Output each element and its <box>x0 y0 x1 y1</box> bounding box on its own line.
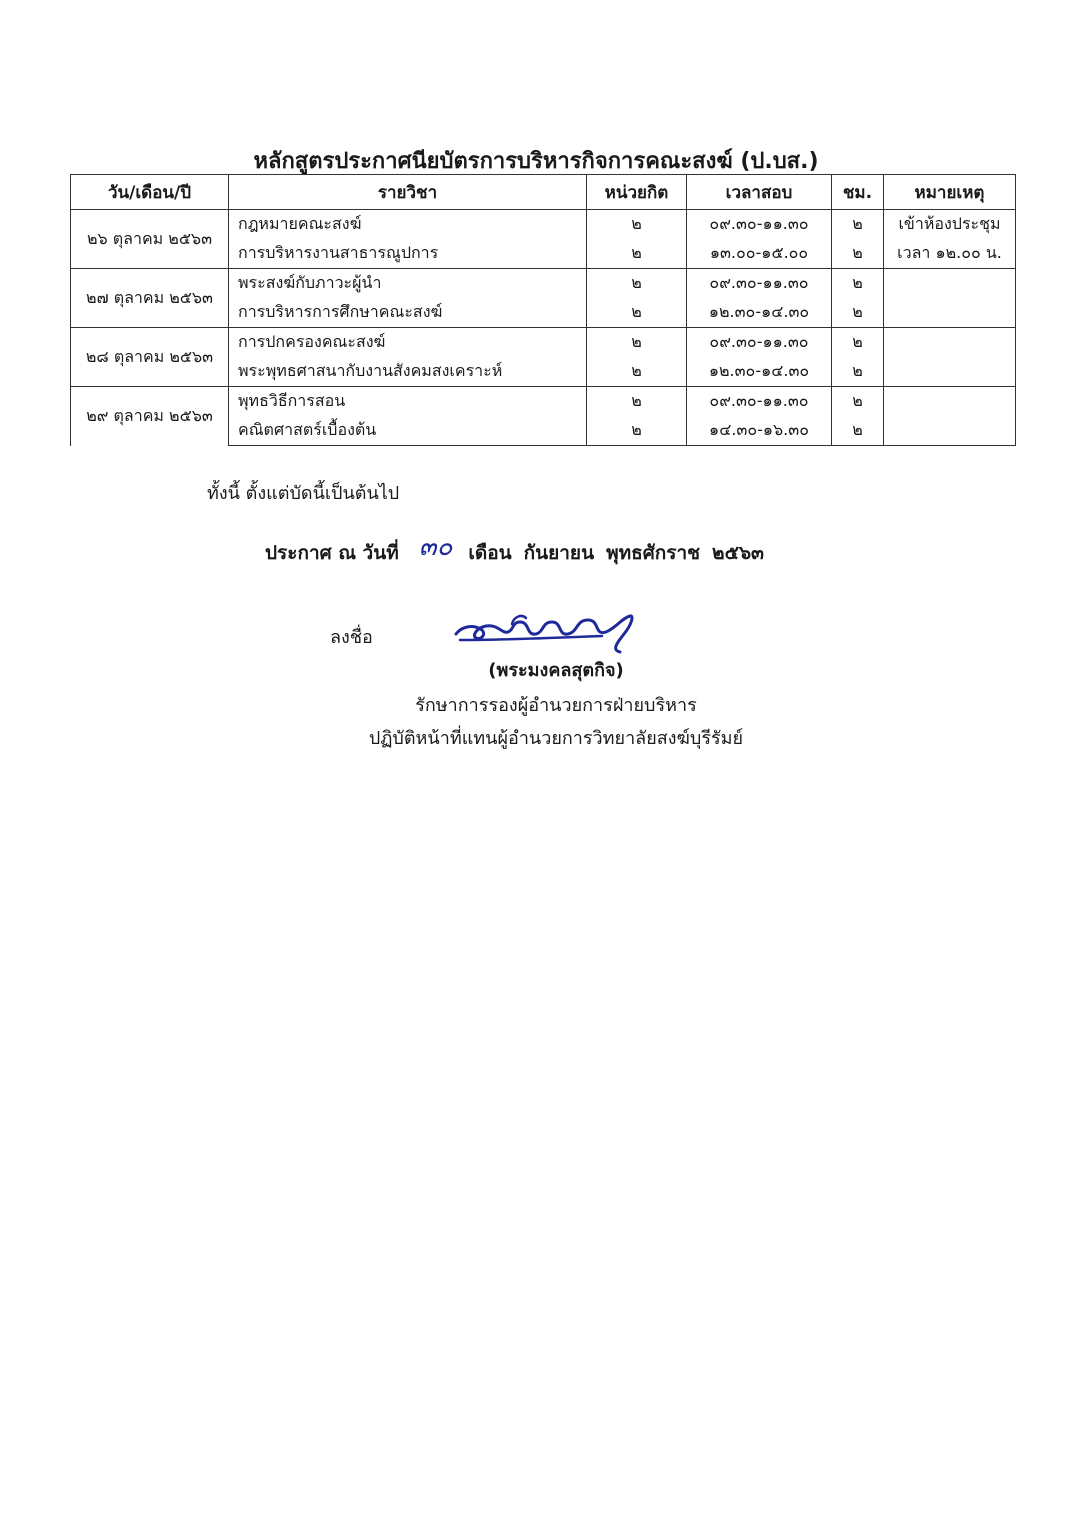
table-row <box>71 269 1016 299</box>
time-cell: ๑๒.๓๐-๑๔.๓๐ <box>687 357 832 387</box>
header-subject: รายวิชา <box>229 175 587 210</box>
remark-cell <box>884 298 1016 328</box>
month-value: กันยายน <box>523 542 595 564</box>
subject-cell: การบริหารการศึกษาคณะสงฆ์ <box>229 298 587 328</box>
hours-cell: ๒ <box>832 210 884 240</box>
signer-position-line-1: รักษาการรองผู้อำนวยการฝ่ายบริหาร <box>415 695 697 716</box>
month-label: เดือน <box>468 542 512 564</box>
remark-cell <box>884 328 1016 358</box>
hours-cell: ๒ <box>832 328 884 358</box>
remark-cell: เข้าห้องประชุม <box>884 210 1016 240</box>
hours-cell: ๒ <box>832 298 884 328</box>
announcement-prefix: ประกาศ ณ วันที่ <box>265 542 399 564</box>
time-cell: ๐๙.๓๐-๑๑.๓๐ <box>687 269 832 299</box>
exam-schedule-table <box>70 174 1016 446</box>
header-remark: หมายเหตุ <box>884 175 1016 210</box>
credits-cell: ๒ <box>587 357 687 387</box>
hours-cell: ๒ <box>832 416 884 446</box>
subject-cell: พระพุทธศาสนากับงานสังคมสงเคราะห์ <box>229 357 587 387</box>
credits-cell: ๒ <box>587 416 687 446</box>
announcement-date-line <box>265 530 776 571</box>
time-cell: ๐๙.๓๐-๑๑.๓๐ <box>687 210 832 240</box>
handwritten-day: ๓๐ <box>418 532 453 562</box>
handwritten-signature <box>452 610 637 660</box>
time-cell: ๑๓.๐๐-๑๕.๐๐ <box>687 239 832 269</box>
table-header-row <box>71 175 1016 210</box>
date-cell: ๒๗ ตุลาคม ๒๕๖๓ <box>71 269 229 328</box>
credits-cell: ๒ <box>587 269 687 299</box>
hours-cell: ๒ <box>832 239 884 269</box>
hours-cell: ๒ <box>832 269 884 299</box>
credits-cell: ๒ <box>587 328 687 358</box>
subject-cell: กฎหมายคณะสงฆ์ <box>229 210 587 240</box>
credits-cell: ๒ <box>587 239 687 269</box>
remark-cell <box>884 269 1016 299</box>
remark-cell <box>884 357 1016 387</box>
subject-cell: พระสงฆ์กับภาวะผู้นำ <box>229 269 587 299</box>
time-cell: ๑๔.๓๐-๑๖.๓๐ <box>687 416 832 446</box>
subject-cell: คณิตศาสตร์เบื้องต้น <box>229 416 587 446</box>
credits-cell: ๒ <box>587 210 687 240</box>
signer-name: (พระมงคลสุตกิจ) <box>488 660 624 681</box>
credits-cell: ๒ <box>587 387 687 417</box>
remark-cell <box>884 387 1016 417</box>
hours-cell: ๒ <box>832 387 884 417</box>
header-date: วัน/เดือน/ปี <box>71 175 229 210</box>
header-hours: ชม. <box>832 175 884 210</box>
signature-label: ลงชื่อ <box>330 627 373 648</box>
table-row <box>71 387 1016 417</box>
subject-cell: การปกครองคณะสงฆ์ <box>229 328 587 358</box>
effective-statement: ทั้งนี้ ตั้งแต่บัดนี้เป็นต้นไป <box>207 483 400 504</box>
time-cell: ๑๒.๓๐-๑๔.๓๐ <box>687 298 832 328</box>
time-cell: ๐๙.๓๐-๑๑.๓๐ <box>687 328 832 358</box>
table-row <box>71 328 1016 358</box>
year-label: พุทธศักราช <box>606 542 701 564</box>
credits-cell: ๒ <box>587 298 687 328</box>
date-cell: ๒๖ ตุลาคม ๒๕๖๓ <box>71 210 229 269</box>
remark-cell <box>884 416 1016 446</box>
hours-cell: ๒ <box>832 357 884 387</box>
subject-cell: การบริหารงานสาธารณูปการ <box>229 239 587 269</box>
table-row <box>71 210 1016 240</box>
subject-cell: พุทธวิธีการสอน <box>229 387 587 417</box>
time-cell: ๐๙.๓๐-๑๑.๓๐ <box>687 387 832 417</box>
header-exam-time: เวลาสอบ <box>687 175 832 210</box>
date-cell: ๒๘ ตุลาคม ๒๕๖๓ <box>71 328 229 387</box>
document-title: หลักสูตรประกาศนียบัตรการบริหารกิจการคณะสงฆ์ (ป.บส.) <box>253 149 819 174</box>
date-cell: ๒๙ ตุลาคม ๒๕๖๓ <box>71 387 229 446</box>
signer-position-line-2: ปฏิบัติหน้าที่แทนผู้อำนวยการวิทยาลัยสงฆ์บุรีรัมย์ <box>368 728 744 749</box>
header-credits: หน่วยกิต <box>587 175 687 210</box>
remark-cell: เวลา ๑๒.๐๐ น. <box>884 239 1016 269</box>
year-value: ๒๕๖๓ <box>712 542 764 564</box>
